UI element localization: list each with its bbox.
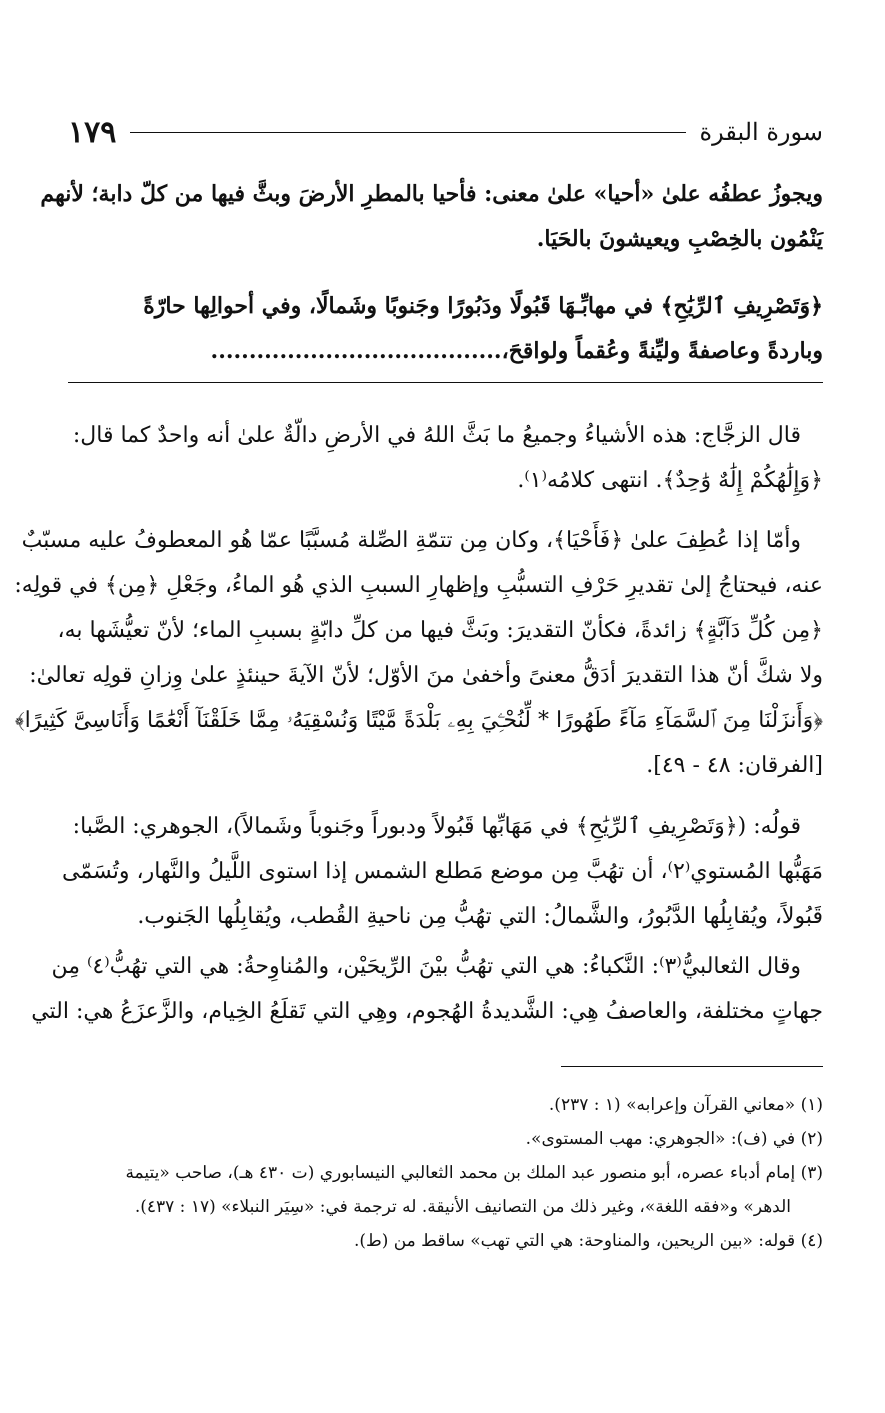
verse-commentary (68, 284, 823, 374)
gloss-line: [الفرقان: ٤٨ - ٤٩]. (646, 753, 823, 778)
gloss-paragraph-1 (68, 413, 823, 503)
gloss-line: ولا شكَّ أنّ هذا التقديرَ أدَقُّ معنىً وأخفىٰ منَ الأوّل؛ لأنّ الآيةَ حينئذٍ علىٰ وِزانِ قولِه تعالىٰ: (29, 663, 823, 688)
gloss-paragraph-3 (62, 804, 823, 939)
commentary-line: يَنْمُون بالخِصْبِ ويعيشونَ بالحَيَا. (536, 226, 823, 252)
gloss-line: وأمّا إذا عُطِفَ علىٰ ﴿فَأَحْيَا﴾، وكان مِن تتمّةِ الصِّلة مُسبَّبًا عمّا هُو المعطوفُ عليه مسبّبٌ (21, 528, 801, 553)
verse-line: ﴿وَتَصْرِيفِ ٱلرِّيَٰحِ﴾ في مهابِّـهَا قَبُولًا ودَبُورًا وجَنوبًا وشَمالًا، وفي أحوالِها حارّةً (143, 293, 823, 319)
footnote-1: (١) «معاني القرآن وإعرابه» (١ : ٢٣٧). (548, 1095, 823, 1115)
footnote-4: (٤) قوله: «بين الريحين، والمناوحة: هي التي تهب» ساقط من (ط). (353, 1231, 823, 1251)
footnotes (68, 1088, 823, 1258)
book-page (14, 0, 823, 1413)
gloss-line: ﴿مِن كُلِّ دَآبَّةٍ﴾ زائدةً، فكأنّ التقديرَ: وبَثَّ فيها من كلِّ دابّةٍ بسببِ الماء؛ لأنّ تعيُّشَها به، (57, 618, 823, 643)
footnote-2: (٢) في (ف): «الجوهري: مهب المستوى». (525, 1129, 823, 1149)
surah-title: سورة البقرة (699, 118, 823, 146)
gloss-paragraph-2 (14, 518, 823, 788)
gloss-line: ﴿وَأَنزَلْنَا مِنَ ٱلسَّمَآءِ مَآءً طَهُورًا * لِّنُحْـِۧيَ بِهِۦ بَلْدَةً مَّيْتًا وَنُسْقِيَهُۥ مِمَّا خَلَقْنَآ أَنْعَٰمًا وَأَنَاسِىَّ كَثِيرًا﴾ (14, 708, 823, 733)
running-header (68, 112, 823, 152)
main-commentary (40, 172, 823, 262)
footnote-separator (561, 1066, 823, 1067)
footnote-3-continued: الدهر» و«فقه اللغة»، وغير ذلك من التصانيف الأنيقة. له ترجمة في: «سِيَر النبلاء» (١٧ : ٤٣٧). (134, 1197, 791, 1217)
page-number: ١٧٩ (68, 114, 117, 150)
section-divider (68, 382, 823, 383)
gloss-paragraph-4 (31, 944, 823, 1034)
verse-line: وباردةً وعاصفةً وليِّنةً وعُقماً ولواقحَ،...................................... (210, 338, 823, 364)
gloss-line: قولُه: (﴿وَتَصْرِيفِ ٱلرِّيَٰحِ﴾ في مَهَابِّها قَبُولاً ودبوراً وجَنوباً وشَمالاً)، الجوهري: الصَّبا: (72, 814, 801, 839)
gloss-line: جهاتٍ مختلفة، والعاصفُ هِي: الشَّديدةُ الهُجوم، وهِي التي تَقلَعُ الخِيام، والزَّعزَعُ هي: التي (31, 999, 823, 1024)
gloss-line: عنه، فيحتاجُ إلىٰ تقديرِ حَرْفِ التسبُّبِ وإظهارِ السببِ الذي هُو الماءُ، وجَعْلِ ﴿مِن﴾ في قولِه: (14, 573, 823, 598)
header-rule (130, 132, 685, 133)
footnote-3: (٣) إمام أدباء عصره، أبو منصور عبد الملك بن محمد الثعالبي النيسابوري (ت ٤٣٠ هـ)، صاحب «يتيمة (125, 1163, 823, 1183)
commentary-line: ويجوزُ عطفُه علىٰ «أحيا» علىٰ معنى: فأحيا بالمطرِ الأرضَ وبثَّ فيها من كلّ دابة؛ لأنهم (40, 181, 823, 207)
gloss-line: ﴿وَإِلَٰهُكُمْ إِلَٰهٌ وَٰحِدٌ﴾. انتهى كلامُه⁽١⁾. (517, 468, 823, 493)
gloss-line: قال الزجَّاج: هذه الأشياءُ وجميعُ ما بَثَّ اللهُ في الأرضِ دالّةٌ علىٰ أنه واحدٌ كما قال: (72, 423, 801, 448)
gloss-line: وقال الثعالبيُّ⁽٣⁾: النَّكباءُ: هي التي تهُبُّ بيْنَ الرِّيحَيْن، والمُناوِحةُ: هي التي تهُبُّ⁽٤⁾ مِن (51, 954, 801, 979)
gloss-line: مَهَبُّها المُستوي⁽٢⁾، أن تهُبَّ مِن موضع مَطلع الشمس إذا استوى اللَّيلُ والنَّهار، وتُسَمّى (62, 859, 823, 884)
gloss-line: قَبُولاً، ويُقابِلُها الدَّبُورُ، والشَّمالُ: التي تهُبُّ مِن ناحيةِ القُطب، ويُقابِلُها الجَنوب. (137, 904, 823, 929)
